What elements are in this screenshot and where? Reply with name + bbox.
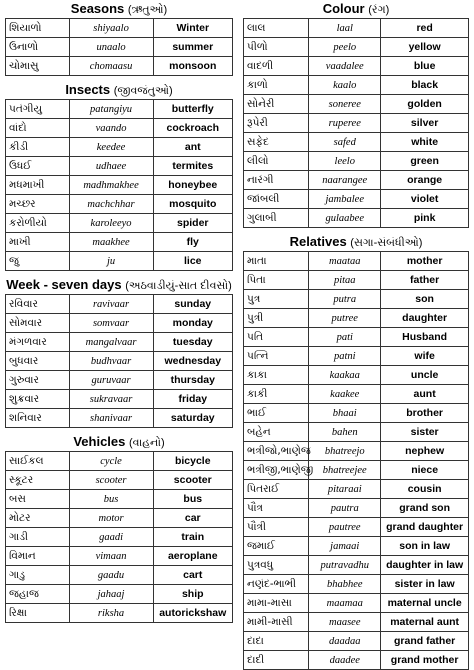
transliteration: jamaai xyxy=(309,537,381,556)
transliteration: maamaa xyxy=(309,594,381,613)
table-row xyxy=(244,209,469,228)
gujarati-word: સાઈકલ xyxy=(6,452,70,471)
transliteration: keedee xyxy=(69,138,153,157)
english-word: grand mother xyxy=(381,651,469,670)
gujarati-word: ગાડુ xyxy=(6,566,70,585)
english-word: black xyxy=(381,76,469,95)
transliteration: pautra xyxy=(309,499,381,518)
transliteration: cycle xyxy=(69,452,153,471)
table-row xyxy=(244,632,469,651)
english-word: friday xyxy=(153,390,232,409)
table-row xyxy=(6,157,233,176)
gujarati-word: જુ xyxy=(6,252,70,271)
transliteration: udhaee xyxy=(69,157,153,176)
gujarati-word: પતંગીયુ xyxy=(6,100,70,119)
table-row xyxy=(244,309,469,328)
english-word: niece xyxy=(381,461,469,480)
gujarati-word: જમાઈ xyxy=(244,537,309,556)
transliteration: mangalvaar xyxy=(69,333,153,352)
transliteration: maakhee xyxy=(69,233,153,252)
transliteration: ravivaar xyxy=(69,295,153,314)
english-word: aunt xyxy=(381,385,469,404)
english-word: aeroplane xyxy=(153,547,232,566)
english-word: honeybee xyxy=(153,176,232,195)
table-row xyxy=(244,480,469,499)
table-row xyxy=(244,290,469,309)
english-word: saturday xyxy=(153,409,232,428)
gujarati-word: નણંદ-ભાભી xyxy=(244,575,309,594)
gujarati-word: પતિ xyxy=(244,328,309,347)
transliteration: chomaasu xyxy=(69,57,153,76)
english-word: grand father xyxy=(381,632,469,651)
gujarati-word: વાદળી xyxy=(244,57,309,76)
transliteration: putravadhu xyxy=(309,556,381,575)
english-word: wednesday xyxy=(153,352,232,371)
table-row xyxy=(244,19,469,38)
transliteration: safed xyxy=(309,133,381,152)
transliteration: madhmakhee xyxy=(69,176,153,195)
english-word: nephew xyxy=(381,442,469,461)
english-word: cousin xyxy=(381,480,469,499)
english-word: lice xyxy=(153,252,232,271)
gujarati-word: ગાડી xyxy=(6,528,70,547)
section-title-seasons xyxy=(5,0,233,18)
gujarati-word: દાદી xyxy=(244,651,309,670)
english-word: ant xyxy=(153,138,232,157)
table-row xyxy=(6,528,233,547)
table-row xyxy=(6,119,233,138)
transliteration: vimaan xyxy=(69,547,153,566)
transliteration: bahen xyxy=(309,423,381,442)
table-row xyxy=(244,95,469,114)
english-word: car xyxy=(153,509,232,528)
english-word: train xyxy=(153,528,232,547)
section-title-text: Seasons xyxy=(70,1,125,16)
english-word: scooter xyxy=(153,471,232,490)
gujarati-word: પિતા xyxy=(244,271,309,290)
gujarati-word: લાલ xyxy=(244,19,309,38)
transliteration: kaakee xyxy=(309,385,381,404)
gujarati-word: માખી xyxy=(6,233,70,252)
english-word: sister xyxy=(381,423,469,442)
transliteration: bus xyxy=(69,490,153,509)
transliteration: scooter xyxy=(69,471,153,490)
table-row xyxy=(6,471,233,490)
english-word: sister in law xyxy=(381,575,469,594)
gujarati-word: ગુલાબી xyxy=(244,209,309,228)
transliteration: maataa xyxy=(309,252,381,271)
table-row xyxy=(244,594,469,613)
english-word: maternal uncle xyxy=(381,594,469,613)
english-word: spider xyxy=(153,214,232,233)
transliteration: riksha xyxy=(69,604,153,623)
gujarati-word: ચોમાસુ xyxy=(6,57,70,76)
section-title-gujarati: (જીવજંતુઓ) xyxy=(113,85,173,97)
english-word: bicycle xyxy=(153,452,232,471)
section-title-gujarati: (વાહનો) xyxy=(129,437,165,449)
gujarati-word: જહાજ xyxy=(6,585,70,604)
english-word: father xyxy=(381,271,469,290)
transliteration: bhatreejo xyxy=(309,442,381,461)
transliteration: pitaa xyxy=(309,271,381,290)
english-word: golden xyxy=(381,95,469,114)
table-row xyxy=(244,651,469,670)
transliteration: jambalee xyxy=(309,190,381,209)
gujarati-word: સોનેરી xyxy=(244,95,309,114)
transliteration: peelo xyxy=(309,38,381,57)
english-word: green xyxy=(381,152,469,171)
table-row xyxy=(244,133,469,152)
english-word: maternal aunt xyxy=(381,613,469,632)
gujarati-word: બુધવાર xyxy=(6,352,70,371)
english-word: son in law xyxy=(381,537,469,556)
english-word: red xyxy=(381,19,469,38)
table-row xyxy=(244,518,469,537)
transliteration: daadaa xyxy=(309,632,381,651)
transliteration: vaando xyxy=(69,119,153,138)
gujarati-word: ઉધઈ xyxy=(6,157,70,176)
section-title-text: Week - seven days xyxy=(6,277,122,292)
english-word: white xyxy=(381,133,469,152)
table-row xyxy=(6,371,233,390)
table-row xyxy=(244,499,469,518)
transliteration: jahaaj xyxy=(69,585,153,604)
gujarati-word: ભત્રીજો,ભાણેજ xyxy=(244,442,309,461)
gujarati-word: લીલો xyxy=(244,152,309,171)
table-row xyxy=(6,214,233,233)
english-word: daughter xyxy=(381,309,469,328)
gujarati-word: બસ xyxy=(6,490,70,509)
transliteration: leelo xyxy=(309,152,381,171)
transliteration: naarangee xyxy=(309,171,381,190)
english-word: bus xyxy=(153,490,232,509)
gujarati-word: રિક્ષા xyxy=(6,604,70,623)
table-row xyxy=(244,385,469,404)
transliteration: somvaar xyxy=(69,314,153,333)
english-word: pink xyxy=(381,209,469,228)
table-row xyxy=(244,556,469,575)
transliteration: vaadalee xyxy=(309,57,381,76)
section-title-gujarati: (અઠવાડીયું-સાત દીવસો) xyxy=(125,280,232,292)
english-word: tuesday xyxy=(153,333,232,352)
transliteration: ju xyxy=(69,252,153,271)
transliteration: gulaabee xyxy=(309,209,381,228)
english-word: violet xyxy=(381,190,469,209)
table-row xyxy=(6,390,233,409)
section-title-colour xyxy=(243,0,469,18)
transliteration: budhvaar xyxy=(69,352,153,371)
table-row xyxy=(6,295,233,314)
table-row xyxy=(244,613,469,632)
table-row xyxy=(6,352,233,371)
table-row xyxy=(6,509,233,528)
vocab-table-relatives xyxy=(243,251,469,670)
gujarati-word: વિમાન xyxy=(6,547,70,566)
table-row xyxy=(244,57,469,76)
gujarati-word: મંગળવાર xyxy=(6,333,70,352)
transliteration: soneree xyxy=(309,95,381,114)
table-row xyxy=(244,537,469,556)
table-row xyxy=(244,328,469,347)
vocab-table-colour xyxy=(243,18,469,228)
gujarati-word: જાંબલી xyxy=(244,190,309,209)
english-word: fly xyxy=(153,233,232,252)
gujarati-word: સોમવાર xyxy=(6,314,70,333)
english-word: cockroach xyxy=(153,119,232,138)
gujarati-word: કાકા xyxy=(244,366,309,385)
gujarati-word: પીળો xyxy=(244,38,309,57)
english-word: mother xyxy=(381,252,469,271)
table-row xyxy=(6,57,233,76)
table-row xyxy=(6,252,233,271)
right-column xyxy=(243,0,469,670)
gujarati-word: કાળો xyxy=(244,76,309,95)
table-row xyxy=(244,347,469,366)
table-row xyxy=(244,461,469,480)
table-row xyxy=(6,176,233,195)
table-row xyxy=(244,171,469,190)
table-row xyxy=(244,114,469,133)
table-row xyxy=(6,233,233,252)
gujarati-word: મચ્છર xyxy=(6,195,70,214)
english-word: daughter in law xyxy=(381,556,469,575)
section-title-text: Insects xyxy=(65,82,111,97)
gujarati-word: ભાઈ xyxy=(244,404,309,423)
english-word: yellow xyxy=(381,38,469,57)
english-word: monday xyxy=(153,314,232,333)
english-word: Husband xyxy=(381,328,469,347)
gujarati-word: પુત્રી xyxy=(244,309,309,328)
table-row xyxy=(6,138,233,157)
gujarati-word: શિયાળો xyxy=(6,19,70,38)
transliteration: gaadi xyxy=(69,528,153,547)
english-word: brother xyxy=(381,404,469,423)
transliteration: daadee xyxy=(309,651,381,670)
gujarati-word: પુત્ર xyxy=(244,290,309,309)
gujarati-word: માતા xyxy=(244,252,309,271)
gujarati-word: પત્નિ xyxy=(244,347,309,366)
table-row xyxy=(244,252,469,271)
vocab-table-week xyxy=(5,294,233,428)
transliteration: shiyaalo xyxy=(69,19,153,38)
section-title-text: Colour xyxy=(322,1,365,16)
table-row xyxy=(244,366,469,385)
transliteration: guruvaar xyxy=(69,371,153,390)
transliteration: sukravaar xyxy=(69,390,153,409)
section-title-vehicles xyxy=(5,433,233,451)
english-word: thursday xyxy=(153,371,232,390)
table-row xyxy=(244,271,469,290)
transliteration: bhatreejee xyxy=(309,461,381,480)
section-title-week xyxy=(5,276,233,294)
gujarati-word: ભત્રીજી,ભાણેજી xyxy=(244,461,309,480)
english-word: mosquito xyxy=(153,195,232,214)
gujarati-word: મધમાખી xyxy=(6,176,70,195)
table-row xyxy=(6,19,233,38)
transliteration: motor xyxy=(69,509,153,528)
table-row xyxy=(6,490,233,509)
transliteration: patangiyu xyxy=(69,100,153,119)
english-word: blue xyxy=(381,57,469,76)
transliteration: karoleeyo xyxy=(69,214,153,233)
english-word: termites xyxy=(153,157,232,176)
gujarati-word: બહેન xyxy=(244,423,309,442)
table-row xyxy=(6,195,233,214)
gujarati-word: રવિવાર xyxy=(6,295,70,314)
gujarati-word: કરોળીયો xyxy=(6,214,70,233)
section-title-gujarati: (સગા-સંબંધીઓ) xyxy=(350,237,423,249)
table-row xyxy=(6,333,233,352)
transliteration: pautree xyxy=(309,518,381,537)
table-row xyxy=(244,575,469,594)
vocab-table-insects xyxy=(5,99,233,271)
transliteration: pati xyxy=(309,328,381,347)
transliteration: ruperee xyxy=(309,114,381,133)
gujarati-word: શનિવાર xyxy=(6,409,70,428)
transliteration: shanivaar xyxy=(69,409,153,428)
gujarati-word: પૌત્ર xyxy=(244,499,309,518)
transliteration: kaakaa xyxy=(309,366,381,385)
table-row xyxy=(6,409,233,428)
english-word: Winter xyxy=(153,19,232,38)
gujarati-word: સફેદ xyxy=(244,133,309,152)
transliteration: bhabhee xyxy=(309,575,381,594)
transliteration: putra xyxy=(309,290,381,309)
table-row xyxy=(244,404,469,423)
english-word: wife xyxy=(381,347,469,366)
gujarati-word: પિતરાઈ xyxy=(244,480,309,499)
table-row xyxy=(244,442,469,461)
english-word: summer xyxy=(153,38,232,57)
table-row xyxy=(244,76,469,95)
english-word: sunday xyxy=(153,295,232,314)
table-row xyxy=(244,190,469,209)
gujarati-word: કાકી xyxy=(244,385,309,404)
transliteration: bhaai xyxy=(309,404,381,423)
transliteration: kaalo xyxy=(309,76,381,95)
gujarati-word: ગુરુવાર xyxy=(6,371,70,390)
section-title-gujarati: (ઋતુઓ) xyxy=(127,4,168,16)
section-title-relatives xyxy=(243,233,469,251)
gujarati-word: રૂપેરી xyxy=(244,114,309,133)
table-row xyxy=(6,314,233,333)
transliteration: gaadu xyxy=(69,566,153,585)
table-row xyxy=(6,452,233,471)
english-word: grand daughter xyxy=(381,518,469,537)
transliteration: patni xyxy=(309,347,381,366)
gujarati-word: પૌત્રી xyxy=(244,518,309,537)
english-word: ship xyxy=(153,585,232,604)
table-row xyxy=(6,38,233,57)
gujarati-word: ઉનાળો xyxy=(6,38,70,57)
gujarati-word: મોટર xyxy=(6,509,70,528)
vocab-table-vehicles xyxy=(5,451,233,623)
section-title-gujarati: (રંગ) xyxy=(368,4,390,16)
gujarati-word: દાદા xyxy=(244,632,309,651)
english-word: autorickshaw xyxy=(153,604,232,623)
transliteration: machchhar xyxy=(69,195,153,214)
english-word: butterfly xyxy=(153,100,232,119)
table-row xyxy=(6,566,233,585)
gujarati-word: નારંગી xyxy=(244,171,309,190)
gujarati-word: વાંદો xyxy=(6,119,70,138)
gujarati-word: શુક્રવાર xyxy=(6,390,70,409)
english-word: silver xyxy=(381,114,469,133)
table-row xyxy=(244,38,469,57)
table-row xyxy=(6,604,233,623)
section-title-insects xyxy=(5,81,233,99)
transliteration: unaalo xyxy=(69,38,153,57)
gujarati-word: મામી-માસી xyxy=(244,613,309,632)
english-word: son xyxy=(381,290,469,309)
table-row xyxy=(6,585,233,604)
english-word: cart xyxy=(153,566,232,585)
english-word: orange xyxy=(381,171,469,190)
section-title-text: Relatives xyxy=(289,234,347,249)
english-word: uncle xyxy=(381,366,469,385)
transliteration: putree xyxy=(309,309,381,328)
left-column xyxy=(5,0,233,623)
english-word: grand son xyxy=(381,499,469,518)
section-title-text: Vehicles xyxy=(73,434,126,449)
transliteration: pitaraai xyxy=(309,480,381,499)
gujarati-word: કીડી xyxy=(6,138,70,157)
transliteration: maasee xyxy=(309,613,381,632)
table-row xyxy=(6,547,233,566)
gujarati-word: મામા-માસા xyxy=(244,594,309,613)
table-row xyxy=(244,423,469,442)
table-row xyxy=(244,152,469,171)
gujarati-word: પુત્રવધુ xyxy=(244,556,309,575)
english-word: monsoon xyxy=(153,57,232,76)
gujarati-word: સ્કૂટર xyxy=(6,471,70,490)
table-row xyxy=(6,100,233,119)
vocab-table-seasons xyxy=(5,18,233,76)
transliteration: laal xyxy=(309,19,381,38)
